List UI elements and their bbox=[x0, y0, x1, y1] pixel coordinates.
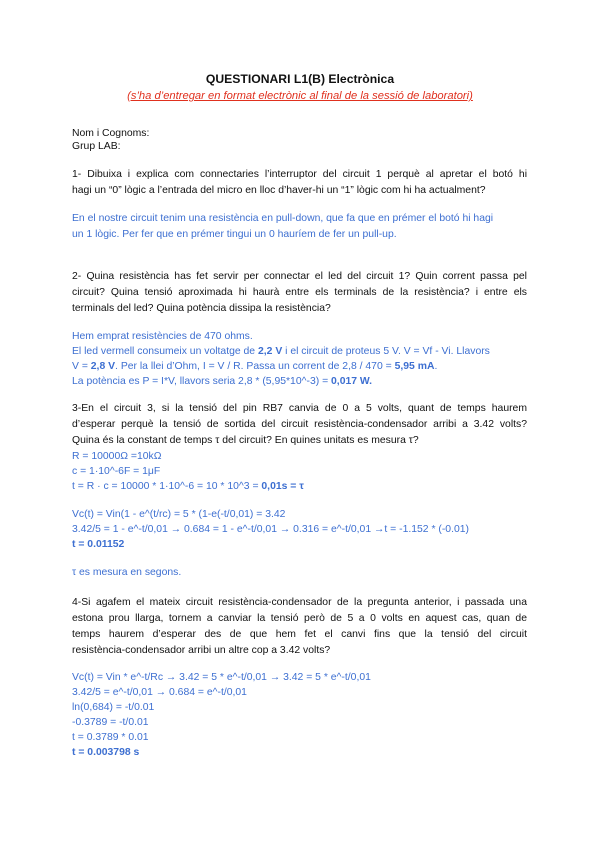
q3-calc-line: 3.42/5 = 1 - e^-t/0,01 → 0.684 = 1 - e^-t/0,01 → 0.316 = e^-t/0,01 →t = -1.152 * (-0.01) bbox=[72, 524, 469, 535]
resistor-voltage-value: 2,8 V bbox=[90, 361, 116, 372]
q3-result: t = 0.01152 bbox=[72, 539, 125, 550]
q3-question-line: d’esperar perquè la tensió de sortida del circuit resistència-condensador arribi a 3.42 volts? bbox=[72, 419, 527, 430]
q2-question-line: circuit? Quina tensió aproximada hi haurà entre els terminals de la resistència? i entre els bbox=[72, 287, 527, 298]
q1-question-line: hagi un “0” lògic a l’entrada del micro en lloc d’haver-hi un “1” lògic com hi ha actualment? bbox=[72, 185, 486, 196]
document-title: QUESTIONARI L1(B) Electrònica bbox=[205, 72, 395, 86]
group-label: Grup LAB: bbox=[72, 141, 121, 152]
q4-question-line: resistència-condensador arribi un altre cop a 3.42 volts? bbox=[72, 645, 331, 656]
document-subtitle: (s’ha d’entregar en format electrònic al final de la sessió de laboratori) bbox=[127, 90, 473, 102]
time-constant-value: 0,01s = τ bbox=[261, 481, 304, 492]
q3-calc-line: Vc(t) = Vin(1 - e^(t/rc) = 5 * (1-e(-t/0,01) = 3.42 bbox=[72, 509, 286, 520]
q2-question-line: 2- Quina resistència has fet servir per connectar el led del circuit 1? Quin corrent passa pel bbox=[72, 271, 527, 282]
q4-calc-line: 3.42/5 = e^-t/0,01 → 0.684 = e^-t/0,01 bbox=[72, 687, 247, 698]
q4-calc-line: ln(0,684) = -t/0.01 bbox=[72, 702, 155, 713]
q2-answer-line: V = 2,8 V. Per la llei d’Ohm, I = V / R. Passa un corrent de 2,8 / 470 = 5,95 mA. bbox=[72, 361, 438, 372]
q4-question-line: temps haurem d’esperar des de que hem fet el canvi fins que la tensió del circuit bbox=[72, 629, 527, 640]
q3-units-note: τ es mesura en segons. bbox=[72, 567, 182, 578]
q1-question-line: 1- Dibuixa i explica com connectaries l’interruptor del circuit 1 perquè al apretar el botó hi bbox=[72, 169, 527, 180]
q2-answer-line: La potència es P = I*V, llavors seria 2,8 * (5,95*10^-3) = 0,017 W. bbox=[72, 376, 373, 387]
q3-calc-line: R = 10000Ω =10kΩ bbox=[72, 451, 162, 462]
q1-answer-line: En el nostre circuit tenim una resistència en pull-down, que fa que en prémer el botó hi hagi bbox=[72, 213, 494, 224]
q3-calc-line: t = R · c = 10000 * 1·10^-6 = 10 * 10^3 = 0,01s = τ bbox=[72, 481, 304, 492]
q4-result: t = 0.003798 s bbox=[72, 747, 140, 758]
q2-answer-line: Hem emprat resistències de 470 ohms. bbox=[72, 331, 253, 342]
q2-answer-line: El led vermell consumeix un voltatge de 2,2 V i el circuit de proteus 5 V. V = Vf - Vi. Llavors bbox=[72, 346, 490, 357]
q4-question-line: 4-Si agafem el mateix circuit resistència-condensador de la pregunta anterior, i passada una bbox=[72, 597, 527, 608]
q2-question-line: terminals del led? Quina potència dissipa la resistència? bbox=[72, 303, 331, 314]
q4-question-line: estona prou llarga, tornem a canviar la tensió però de 5 a 0 volts en aquest cas, quan de bbox=[72, 613, 527, 624]
q4-calc-line: Vc(t) = Vin * e^-t/Rc → 3.42 = 5 * e^-t/0,01 → 3.42 = 5 * e^-t/0,01 bbox=[72, 672, 371, 683]
power-value: 0,017 W. bbox=[331, 376, 373, 387]
q3-question-line: 3-En el circuit 3, si la tensió del pin RB7 canvia de 0 a 5 volts, quant de temps haurem bbox=[72, 403, 527, 414]
name-label: Nom i Cognoms: bbox=[72, 128, 150, 139]
q3-question-line: Quina és la constant de temps τ del circuit? En quines unitats es mesura τ? bbox=[72, 435, 419, 446]
current-value: 5,95 mA bbox=[394, 361, 435, 372]
q4-calc-line: t = 0.3789 * 0.01 bbox=[72, 732, 149, 743]
led-voltage-value: 2,2 V bbox=[257, 346, 283, 357]
q4-calc-line: -0.3789 = -t/0.01 bbox=[72, 717, 149, 728]
q3-calc-line: c = 1·10^-6F = 1μF bbox=[72, 466, 161, 477]
q1-answer-line: un 1 lògic. Per fer que en prémer tingui un 0 hauríem de fer un pull-up. bbox=[72, 229, 397, 240]
